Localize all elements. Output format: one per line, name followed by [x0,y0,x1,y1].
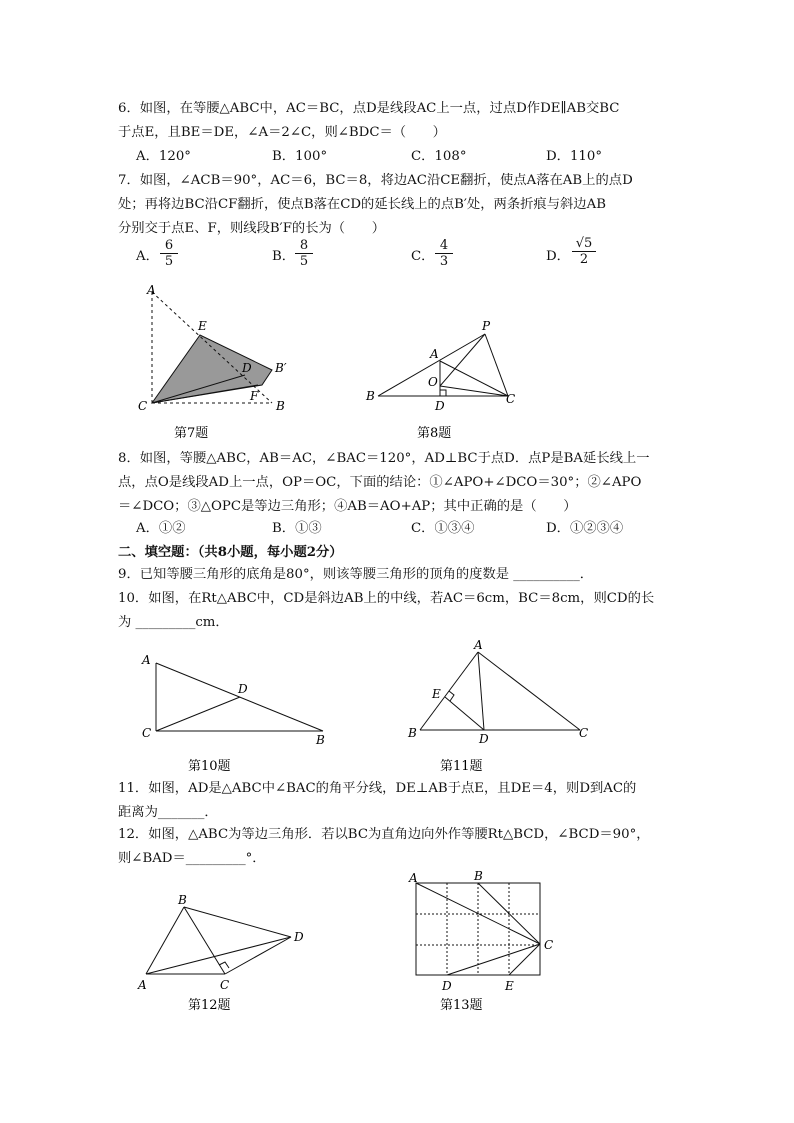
section-2-heading: 二、填空题：（共8小题，每小题2分） [118,545,343,560]
q6-option-c: C．108° [411,149,467,164]
q6-option-a: A．120° [136,149,191,164]
fig12-label-d: D [294,930,304,944]
fig13-label-e: E [505,979,514,993]
fig7-label-d: D [242,361,252,375]
q11-line-2: 距离为_______． [118,805,218,820]
q7-option-c-letter: C． [411,249,435,264]
q7-option-b-letter: B． [272,249,296,264]
fig12-caption: 第12题 [188,998,231,1013]
q12-line-2: 则∠BAD＝_________°． [118,851,266,866]
q7-line-1: 7．如图，∠ACB＝90°，AC＝6，BC＝8，将边AC沿CE翻折，使点A落在AB上的点D [118,173,633,188]
fig8-label-d: D [435,399,445,413]
q6-option-d: D．110° [546,149,602,164]
fig8-label-c: C [506,392,516,406]
fig7-label-b-prime: B′ [275,361,287,375]
q8-line-2: 点，点O是线段AD上一点，OP＝OC，下面的结论：①∠APO+∠DCO＝30°；②∠APO [118,475,642,490]
fig13-label-a: A [409,871,418,885]
fig7-label-c: C [138,399,148,413]
q7-option-d-letter: D． [546,249,570,264]
q8-line-1: 8．如图，等腰△ABC，AB＝AC，∠BAC＝120°，AD⊥BC于点D．点P是BA延长线上一 [118,451,650,466]
fig13-grid-lines [416,883,540,975]
fig7-label-e: E [198,319,207,333]
q7-a-numerator: 6 [160,238,178,254]
fig10-label-b: B [316,733,325,747]
fig8-label-o: O [428,375,438,389]
fig11-label-c: C [579,726,589,740]
fig11-label-e: E [432,687,441,701]
q8-option-c: C．①③④ [411,521,475,536]
q7-d-denominator: 2 [579,252,589,267]
q7-b-numerator: 8 [295,238,313,254]
fig12-label-c: C [220,978,230,992]
q7-option-a-letter: A． [136,249,159,264]
fig13-label-b: B [474,869,483,883]
q8-option-a: A．①② [136,521,186,536]
fig10-label-a: A [142,653,151,667]
fig10-caption: 第10题 [188,759,231,774]
fig11-label-a: A [474,638,483,652]
q6-line-1: 6．如图，在等腰△ABC中，AC＝BC，点D是线段AC上一点，过点D作DE∥AB交BC [118,101,620,116]
q9-text: 9．已知等腰三角形的底角是80°，则该等腰三角形的顶角的度数是 __________． [118,567,594,582]
fig11-label-b: B [408,726,417,740]
q6-option-b: B．100° [272,149,328,164]
q10-line-1: 10．如图，在Rt△ABC中，CD是斜边AB上的中线，若AC＝6cm，BC＝8cm，则CD的长 [118,591,655,606]
q7-b-denominator: 5 [299,254,309,269]
fig7-caption: 第7题 [174,426,209,441]
q7-c-numerator: 4 [435,238,453,254]
fig8-label-a: A [430,347,439,361]
fig11-label-d: D [479,732,489,746]
fig7-label-b: B [276,399,285,413]
q8-line-3: ＝∠DCO；③△OPC是等边三角形；④AB＝AO+AP；其中正确的是（ ） [118,499,577,514]
fig10-label-d: D [238,682,248,696]
fig13-line-dc [447,944,540,975]
q8-option-b: B．①③ [272,521,322,536]
fig7-label-f: F [250,389,259,403]
fig12-label-a: A [138,978,147,992]
fig11-caption: 第11题 [440,759,483,774]
fig8-caption: 第8题 [417,426,452,441]
fig13-caption: 第13题 [440,998,483,1013]
fig7-label-a: A [147,283,156,297]
q7-d-numerator: √5 [572,236,596,252]
fig8-label-p: P [482,319,491,333]
q7-line-2: 处；再将边BC沿CF翻折，使点B落在CD的延长线上的点B′处，两条折痕与斜边AB [118,197,606,212]
q7-c-denominator: 3 [439,254,449,269]
q12-line-1: 12．如图，△ABC为等边三角形．若以BC为直角边向外作等腰Rt△BCD，∠BCD＝90°， [118,827,650,842]
q7-line-3: 分别交于点E、F，则线段B′F的长为（ ） [118,221,385,236]
fig13-label-c: C [544,938,554,952]
fig8-label-b: B [366,389,375,403]
fig13-label-d: D [442,979,452,993]
q8-option-d: D．①②③④ [546,521,624,536]
q6-line-2: 于点E，且BE＝DE，∠A＝2∠C，则∠BDC＝（ ） [118,125,446,140]
q11-line-1: 11．如图，AD是△ABC中∠BAC的角平分线，DE⊥AB于点E，且DE＝4，则D到AC的 [118,781,637,796]
fig10-label-c: C [142,726,152,740]
q7-a-denominator: 5 [164,254,174,269]
fig12-label-b: B [178,893,187,907]
q10-line-2: 为 _________cm． [118,615,229,630]
